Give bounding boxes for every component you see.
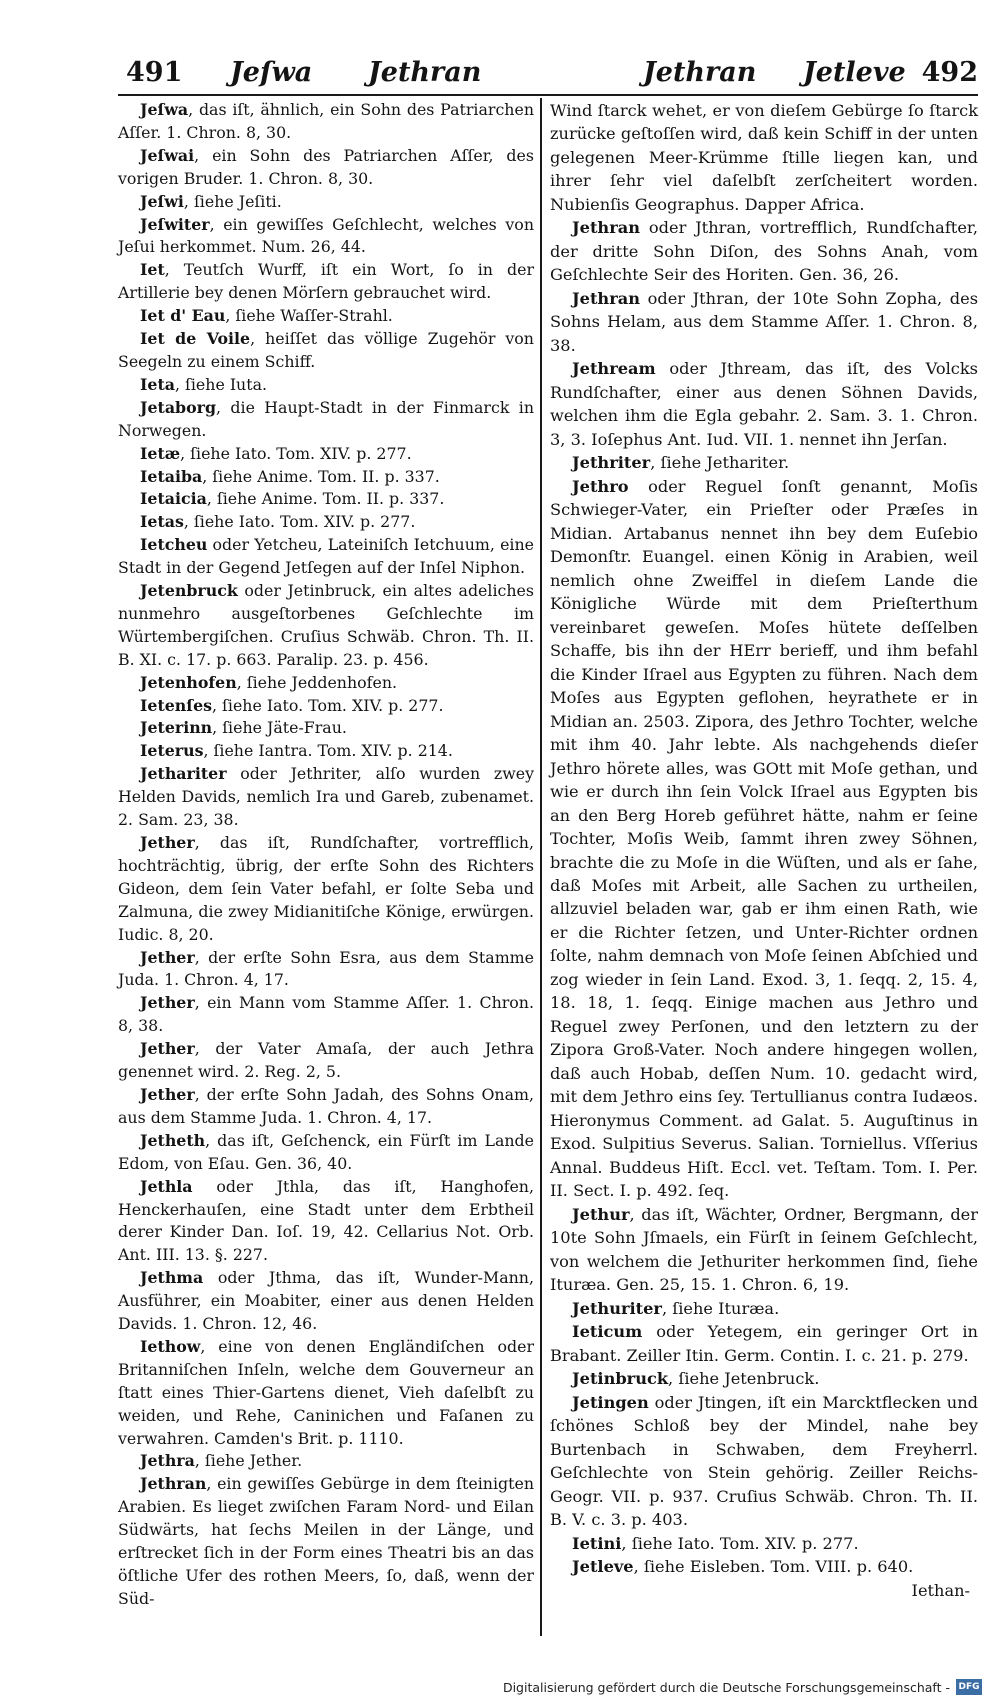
- entry-text: , ein gewiſſes Geſchlecht, welches von Jeſui herkommet. Num. 26, 44.: [118, 214, 534, 257]
- dictionary-entry: [550, 216, 978, 286]
- dictionary-entry: [550, 1203, 978, 1297]
- entry-headword: Jether: [140, 993, 195, 1013]
- entry-text: , ſiehe Jethariter.: [650, 453, 790, 473]
- entry-text: , ſiehe Ituræa.: [661, 1298, 780, 1318]
- dictionary-entry: [118, 145, 534, 191]
- entry-headword: Jetaborg: [140, 397, 217, 417]
- dictionary-entry: [118, 672, 534, 695]
- dictionary-entry: [550, 451, 978, 474]
- entry-headword: Jethuriter: [572, 1298, 662, 1318]
- entry-text: oder Yetcheu, Lateiniſch Ietchuum, eine Stadt in der Gegend Jetſegen auf der Inſel Niphon.: [118, 535, 534, 578]
- entry-headword: Jethran: [572, 218, 640, 238]
- dictionary-entry: [118, 1038, 534, 1084]
- dictionary-entry: [550, 1367, 978, 1390]
- entry-text: oder Jthream, das iſt, des Volcks Rundſchafter, einer aus denen Söhnen Davids, welchen ihm die Egla gebahr. 2. Sam. 3. 1. Chron. 3, 3. Ioſephus Ant. Iud. VII. 1. nennet ihn Jerſan.: [550, 359, 978, 449]
- entry-text: , ſiehe Eisleben. Tom. VIII. p. 640.: [633, 1557, 914, 1577]
- entry-text: , ſiehe Anime. Tom. II. p. 337.: [202, 466, 440, 486]
- dictionary-entry: [550, 1391, 978, 1532]
- dictionary-entry: [118, 992, 534, 1038]
- entry-headword: Jethriter: [572, 453, 651, 473]
- dictionary-entry: [118, 488, 534, 511]
- entry-headword: Jether: [140, 1039, 195, 1059]
- entry-text: oder Jtingen, iſt ein Marcktflecken und ſchönes Schloß bey der Mindel, nahe bey Burtenbach in Schwaben, dem Freyherrl. Geſchlechte von Stein gehörig. Zeiller Reichs-Geogr. VII. p. 937. Cruſius Schwäb. Chron. Th. II. B. V. c. 3. p. 403.: [550, 1392, 978, 1530]
- entry-headword: Jeterinn: [140, 718, 213, 738]
- dictionary-entry: [118, 947, 534, 993]
- entry-headword: Ieterus: [140, 741, 204, 761]
- entry-text: oder Yetegem, ein geringer Ort in Brabant. Zeiller Itin. Germ. Contin. I. c. 21. p. 279.: [550, 1322, 978, 1365]
- entry-text: , der erſte Sohn Jadah, des Sohns Onam, aus dem Stamme Juda. 1. Chron. 4, 17.: [118, 1084, 534, 1127]
- entry-headword: Jethream: [572, 359, 656, 379]
- header-rule: [118, 94, 978, 96]
- entry-headword: Jethma: [140, 1268, 204, 1288]
- entry-headword: Jether: [140, 833, 195, 852]
- dictionary-entry: [118, 397, 534, 443]
- dictionary-entry: [118, 1130, 534, 1176]
- entry-headword: Jeſwi: [140, 191, 184, 211]
- entry-text: , ſiehe Jeſiti.: [183, 191, 282, 211]
- dfg-logo: DFG: [956, 1679, 982, 1695]
- column-divider: [540, 98, 542, 1636]
- dictionary-entry: [550, 357, 978, 451]
- entry-text: , Teutſch Wurff, iſt ein Wort, ſo in der Artillerie bey denen Mörſern gebrauchet wird.: [118, 260, 534, 303]
- entry-text: , ſiehe Anime. Tom. II. p. 337.: [206, 489, 445, 509]
- entry-text: , ſiehe Iato. Tom. XIV. p. 277.: [212, 695, 444, 715]
- entry-text: , ſiehe Jetenbruck.: [668, 1369, 820, 1389]
- entry-text: , ein Sohn des Patriarchen Aſſer, des vorigen Bruder. 1. Chron. 8, 30.: [118, 145, 534, 188]
- dictionary-entry: [118, 443, 534, 466]
- left-column: [118, 99, 534, 1611]
- entry-text: , ſiehe Jether.: [194, 1451, 303, 1471]
- entry-text: , ſiehe Iato. Tom. XIV. p. 277.: [621, 1533, 859, 1553]
- entry-text: oder Jetinbruck, ein altes adeliches nunmehro ausgeſtorbenes Geſchlechte im Würtembergiſchen. Cruſius Schwäb. Chron. Th. II. B. XI. c. 17. p. 663. Paralip. 23. p. 456.: [118, 581, 534, 669]
- dictionary-entry: [118, 740, 534, 763]
- dictionary-entry: [550, 1532, 978, 1555]
- entry-headword: Jetenbruck: [140, 581, 238, 601]
- entry-text: oder Jthran, vortrefflich, Rundſchafter, der dritte Sohn Diſon, des Sohns Anah, vom Geſchlechte Seir des Horiten. Gen. 36, 26.: [550, 218, 978, 285]
- entry-headword: Jethro: [572, 476, 629, 496]
- entry-text: oder Jthla, das iſt, Hanghofen, Henckerhauſen, eine Stadt unter dem Erbtheil derer Kinder Dan. Ioſ. 19, 42. Cellarius Not. Orb. Ant. III. 13. §. 227.: [118, 1176, 534, 1265]
- dictionary-entry: [118, 214, 534, 260]
- header-keyword-3: Jethran: [643, 57, 757, 88]
- entry-headword: Jeſwai: [140, 145, 195, 165]
- dictionary-entry: [550, 1555, 978, 1578]
- entry-text: , ein Mann vom Stamme Aſſer. 1. Chron. 8, 38.: [118, 993, 534, 1036]
- entry-text: , das iſt, Wächter, Ordner, Bergmann, der 10te Sohn Jſmaels, ein Fürſt in ſeinem Geſchlecht, von welchem die Jethuriter herkommen ſind, ſiehe Ituræa. Gen. 25, 15. 1. Chron. 6, 19.: [550, 1204, 978, 1295]
- dictionary-entry: [550, 99, 978, 216]
- entry-headword: Ietas: [140, 512, 184, 532]
- entry-text: , ſiehe Jäte-Frau.: [212, 718, 347, 738]
- entry-headword: Iet d' Eau: [140, 306, 226, 326]
- dictionary-entry: [118, 534, 534, 580]
- entry-text: , der erſte Sohn Esra, aus dem Stamme Juda. 1. Chron. 4, 17.: [118, 947, 534, 990]
- dictionary-entry: [118, 305, 534, 328]
- entry-text: , ſiehe Iato. Tom. XIV. p. 277.: [180, 443, 412, 463]
- dictionary-entry: [550, 1297, 978, 1320]
- dictionary-entry: [118, 511, 534, 534]
- entry-text: , das iſt, ähnlich, ein Sohn des Patriarchen Aſſer. 1. Chron. 8, 30.: [118, 100, 534, 142]
- dictionary-entry: [118, 1176, 534, 1268]
- entry-text: oder Jthran, der 10te Sohn Zopha, des Sohns Helam, aus dem Stamme Aſſer. 1. Chron. 8, 38.: [550, 288, 978, 355]
- entry-headword: Jether: [140, 947, 195, 967]
- digitization-credit: Digitalisierung gefördert durch die Deutsche Forschungsgemeinschaft -: [502, 1680, 950, 1695]
- entry-headword: Iethow: [140, 1336, 201, 1356]
- page-number-right: 492: [921, 57, 978, 88]
- entry-text: , ein gewiſſes Gebürge in dem ſteinigten Arabien. Es lieget zwiſchen Faram Nord- und Eilan Südwärts, hat ſechs Meilen in der Länge, und erſtrecket ſich in der Form eines Theatri bis an das öſtliche Ufer des rothen Meers, ſo, daß, wenn der Süd-: [118, 1474, 534, 1608]
- dictionary-entry: [118, 1084, 534, 1130]
- entry-text: , das iſt, Rundſchafter, vortrefflich, hochträchtig, übrig, der erſte Sohn des Richters Gideon, dem ſein Vater befahl, er ſolte Seba und Zalmuna, die zwey Midianitiſche Könige, erwürgen. Iudic. 8, 20.: [118, 833, 534, 944]
- entry-headword: Jetleve: [572, 1557, 634, 1577]
- entry-text: , die Haupt-Stadt in der Finmarck in Norwegen.: [118, 397, 534, 440]
- entry-text: oder Jethriter, alſo wurden zwey Helden Davids, nemlich Ira und Gareb, zubenamet. 2. Sam. 23, 38.: [118, 764, 534, 830]
- entry-headword: Ietaiba: [140, 466, 203, 486]
- dictionary-entry: [118, 259, 534, 305]
- entry-headword: Ietenſes: [140, 695, 213, 715]
- entry-text: , eine von denen Engländiſchen oder Britanniſchen Inſeln, welche dem Gouverneur an ſtatt eines Thier-Gartens dienet, Vieh daſelbſt zu weiden, und Rehe, Caninichen und Faſanen zu verwahren. Camden's Brit. p. 1110.: [118, 1336, 534, 1448]
- dictionary-entry: [118, 99, 534, 145]
- dictionary-entry: [118, 374, 534, 397]
- dictionary-entry: [118, 763, 534, 832]
- entry-headword: Jethla: [140, 1176, 193, 1196]
- entry-headword: Ietæ: [140, 443, 181, 463]
- dictionary-entry: [118, 191, 534, 214]
- entry-text: , das iſt, Geſchenck, ein Fürſt im Lande Edom, von Eſau. Gen. 36, 40.: [118, 1130, 534, 1173]
- entry-headword: Ieticum: [572, 1322, 643, 1342]
- header-keyword-2: Jethran: [368, 57, 482, 88]
- entry-headword: Jeſwiter: [140, 214, 210, 234]
- entry-headword: Ietini: [572, 1533, 622, 1553]
- dictionary-entry: [118, 832, 534, 947]
- entry-text: , ſiehe Waſſer-Strahl.: [225, 306, 393, 326]
- dictionary-entry: [550, 475, 978, 1203]
- entry-headword: Jethur: [572, 1204, 630, 1224]
- entry-headword: Jethra: [140, 1451, 195, 1471]
- entry-headword: Jetingen: [572, 1392, 649, 1412]
- dictionary-entry: [118, 1267, 534, 1336]
- dictionary-entry: [118, 1473, 534, 1610]
- entry-headword: Jetinbruck: [572, 1369, 669, 1389]
- dictionary-entry: [118, 1450, 534, 1473]
- entry-text: , ſiehe Jeddenhofen.: [236, 672, 398, 692]
- entry-text: Wind ſtarck wehet, er von dieſem Gebürge ſo ſtarck zurücke geſtoſſen wird, daß kein Schiff in der unten gelegenen Meer-Krümme ſtille liegen kan, und ihrer ſehr viel daſelbſt zerſcheitert worden. Nubienſis Geographus. Dapper Africa.: [550, 101, 978, 214]
- header-keyword-4: Jetleve: [803, 57, 906, 88]
- entry-text: oder Jthma, das iſt, Wunder-Mann, Ausführer, ein Moabiter, einer aus denen Helden Davids. 1. Chron. 12, 46.: [118, 1268, 534, 1334]
- page-number-left: 491: [126, 57, 183, 88]
- entry-text: , ſiehe Iuta.: [174, 374, 268, 394]
- entry-text: , ſiehe Iantra. Tom. XIV. p. 214.: [203, 741, 453, 761]
- dictionary-entry: [118, 328, 534, 374]
- entry-headword: Ietcheu: [140, 535, 208, 555]
- entry-headword: Ietaicia: [140, 489, 207, 509]
- dictionary-entry: [550, 287, 978, 357]
- dictionary-entry: [118, 717, 534, 740]
- entry-headword: Jethran: [140, 1474, 207, 1494]
- entry-text: , ſiehe Iato. Tom. XIV. p. 277.: [183, 512, 416, 532]
- entry-headword: Jetheth: [140, 1130, 206, 1150]
- entry-headword: Jethariter: [140, 764, 227, 784]
- dictionary-entry: [118, 1336, 534, 1451]
- entry-headword: Jetenhofen: [140, 672, 237, 692]
- entry-headword: Ieta: [140, 374, 175, 394]
- dictionary-entry: [118, 580, 534, 672]
- header-keyword-1: Jeſwa: [230, 57, 313, 88]
- entry-text: , heiſſet das völlige Zugehör von Seegeln zu einem Schiff.: [118, 329, 534, 371]
- dictionary-entry: [550, 1320, 978, 1367]
- entry-text: oder Reguel ſonſt genannt, Moſis Schwieger-Vater, ein Prieſter oder Præſes in Midian. Artabanus nennet ihn bey dem Euſebio Demonſtr. Euangel. einen König in Arabien, weil nemlich ohne Zweiffel in dieſem Lande die Königliche Würde mit dem Prieſterthum vereinbaret geweſen. Moſes hütete deſſelben Schaffe, bis ihn der HErr berieff, und ihm befahl die Kinder Iſrael aus Egypten zu führen. Nach dem Moſes aus Egypten geflohen, heyrathete er in Midian an. 2503. Zipora, des Jethro Tochter, welche mit ihm 40. Jahr lebte. Als nachgehends dieſer Jethro hörete alles, was GOtt mit Moſe gethan, und wie er durch ihn ſein Volck Iſrael aus Egypten bis an den Berg Horeb geführet hätte, nahm er ſeine Tochter, Moſis Weib, ſammt ihren zwey Söhnen, brachte die zu Moſe in die Wüſten, und als er ſahe, daß Moſes mit Arbeit, alle Sachen zu urtheilen, allzuviel beladen war, gab er ihm einen Rath, wie er die Richter ſetzen, und Unter-Richter ordnen ſolte, nahm demnach von Moſe ſeinen Abſchied und zog wieder in ſein Land. Exod. 3, 1. ſeqq. 2, 15. 4, 18. 18, 1. ſeqq. Einige machen aus Jethro und Reguel zwey Perſonen, und den letztern zu der Zipora Groß-Vater. Noch andere hingegen wollen, daß auch Hobab, deſſen Num. 10. gedacht wird, mit dem Jethro eins ſey. Tertullianus contra Iudæos. Hieronymus Comment. ad Galat. 5. Auguſtinus in Exod. Sulpitius Severus. Salian. Torniellus. Vſſerius Annal. Buddeus Hiſt. Eccl. vet. Teſtam. Tom. I. Per. II. Sect. I. p. 492. ſeq.: [550, 476, 978, 1201]
- dictionary-entry: [118, 695, 534, 718]
- dictionary-entry: [118, 466, 534, 489]
- catchword: Iethan-: [911, 1580, 970, 1600]
- entry-text: , der Vater Amaſa, der auch Jethra genennet wird. 2. Reg. 2, 5.: [118, 1039, 534, 1082]
- entry-headword: Jether: [140, 1084, 195, 1104]
- entry-headword: Iet de Voile: [140, 329, 251, 349]
- entry-headword: Jeſwa: [140, 100, 189, 119]
- entry-headword: Jethran: [572, 288, 640, 308]
- running-header: [118, 52, 978, 90]
- entry-headword: Iet: [140, 260, 165, 280]
- right-column: [550, 99, 978, 1602]
